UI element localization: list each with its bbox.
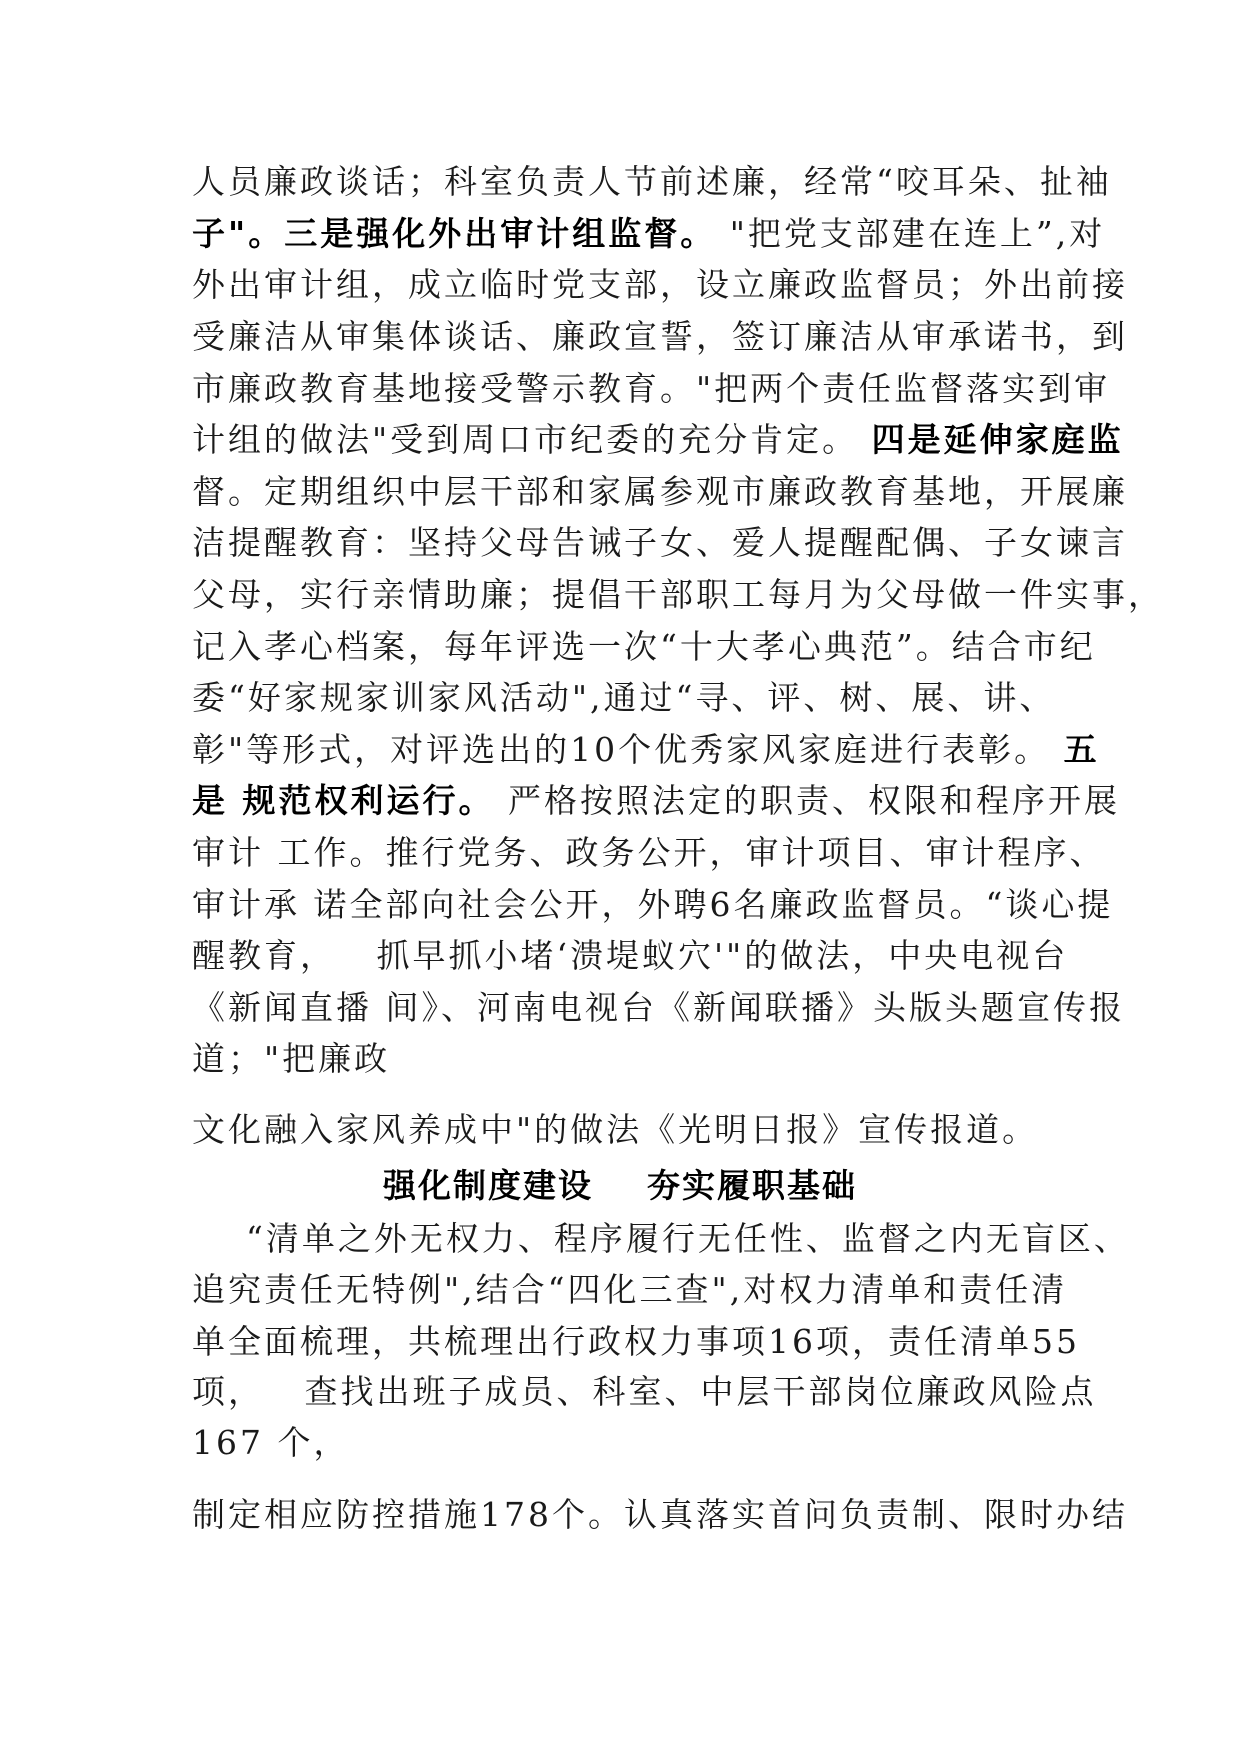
text-run: 受廉洁从审集体谈话、廉政宣誓，签订廉洁从审承诺书，到	[192, 317, 1128, 356]
text-run: 审计承 诺全部向社会公开，外聘6名廉政监督员。“谈心提	[192, 885, 1114, 924]
text-line	[192, 575, 1164, 615]
text-line	[192, 1039, 390, 1079]
text-run: 追究责任无特例",结合“四化三查",对权力清单和责任清	[192, 1270, 1068, 1309]
text-line	[192, 936, 1068, 976]
text-run: 市廉政教育基地接受警示教育。"把两个责任监督落实到审	[192, 369, 1111, 408]
text-run: 人员廉政谈话；科室负责人节前述廉，经常“咬耳朵、扯袖	[192, 162, 1112, 201]
bold-text: 子"。三是强化外出审计组监督。	[192, 214, 717, 253]
text-line	[192, 1495, 1128, 1535]
text-run: 审计 工作。推行党务、政务公开，审计项目、审计程序、	[192, 833, 1106, 872]
text-run: 167 个，	[192, 1423, 350, 1462]
text-run: 项， 查找出班子成员、科室、中层干部岗位廉政风险点	[192, 1372, 1097, 1411]
text-run: 文化融入家风养成中"的做法《光明日报》宣传报道。	[192, 1110, 1039, 1149]
text-line	[192, 420, 1124, 460]
text-run: 彰"等形式，对评选出的10个优秀家风家庭进行表彰。	[192, 730, 1064, 769]
text-run: 严格按照法定的职责、权限和程序开展	[494, 781, 1120, 820]
text-line	[192, 472, 1128, 512]
text-line	[192, 1110, 1038, 1150]
text-run: 醒教育， 抓早抓小堵‘溃堤蚁穴'"的做法，中央电视台	[192, 936, 1069, 975]
section-heading: 强化制度建设 夯实履职基础	[383, 1166, 857, 1205]
text-line	[192, 781, 1120, 821]
text-run: 督。定期组织中层干部和家属参观市廉政教育基地，开展廉	[192, 472, 1128, 511]
text-line	[192, 730, 1100, 770]
text-run: 计组的做法"受到周口市纪委的充分肯定。	[192, 420, 872, 459]
text-line	[192, 678, 1055, 718]
text-run: "把党支部建在连上”,对	[716, 214, 1106, 253]
text-run: 委“好家规家训家风活动",通过“寻、评、树、展、讲、	[192, 678, 1056, 717]
text-run: 《新闻直播 间》、河南电视台《新闻联播》头版头题宣传报	[192, 988, 1125, 1027]
text-run: “清单之外无权力、程序履行无任性、监督之内无盲区、	[192, 1219, 1130, 1258]
text-line	[192, 885, 1113, 925]
text-line	[192, 988, 1125, 1028]
text-run: 记入孝心档案，每年评选一次“十大孝心典范”。结合市纪	[192, 627, 1096, 666]
text-line	[192, 1322, 1080, 1362]
text-run: 制定相应防控措施178个。认真落实首问负责制、限时办结	[192, 1495, 1128, 1534]
text-line	[192, 1423, 349, 1463]
bold-text: 四是延伸家庭监	[871, 420, 1124, 459]
text-line	[192, 214, 1105, 254]
text-run: 父母，实行亲情助廉；提倡干部职工每月为父母做一件实事，	[192, 575, 1164, 614]
text-run: 洁提醒教育：坚持父母告诫子女、爱人提醒配偶、子女谏言	[192, 523, 1128, 562]
text-line	[192, 369, 1110, 409]
text-line	[192, 265, 1128, 305]
text-line	[192, 1219, 1130, 1259]
text-line	[192, 523, 1128, 563]
bold-text: 五	[1063, 730, 1100, 769]
text-run: 道；"把廉政	[192, 1039, 391, 1078]
text-line	[192, 317, 1128, 357]
text-line	[192, 1270, 1067, 1310]
bold-text: 是 规范权利运行。	[192, 781, 495, 820]
text-run: 单全面梳理，共梳理出行政权力事项16项，责任清单55	[192, 1322, 1080, 1361]
text-run: 外出审计组，成立临时党支部，设立廉政监督员；外出前接	[192, 265, 1128, 304]
text-line	[192, 1372, 1096, 1412]
text-line	[192, 627, 1096, 667]
text-line	[192, 833, 1106, 873]
text-line	[192, 162, 1112, 202]
